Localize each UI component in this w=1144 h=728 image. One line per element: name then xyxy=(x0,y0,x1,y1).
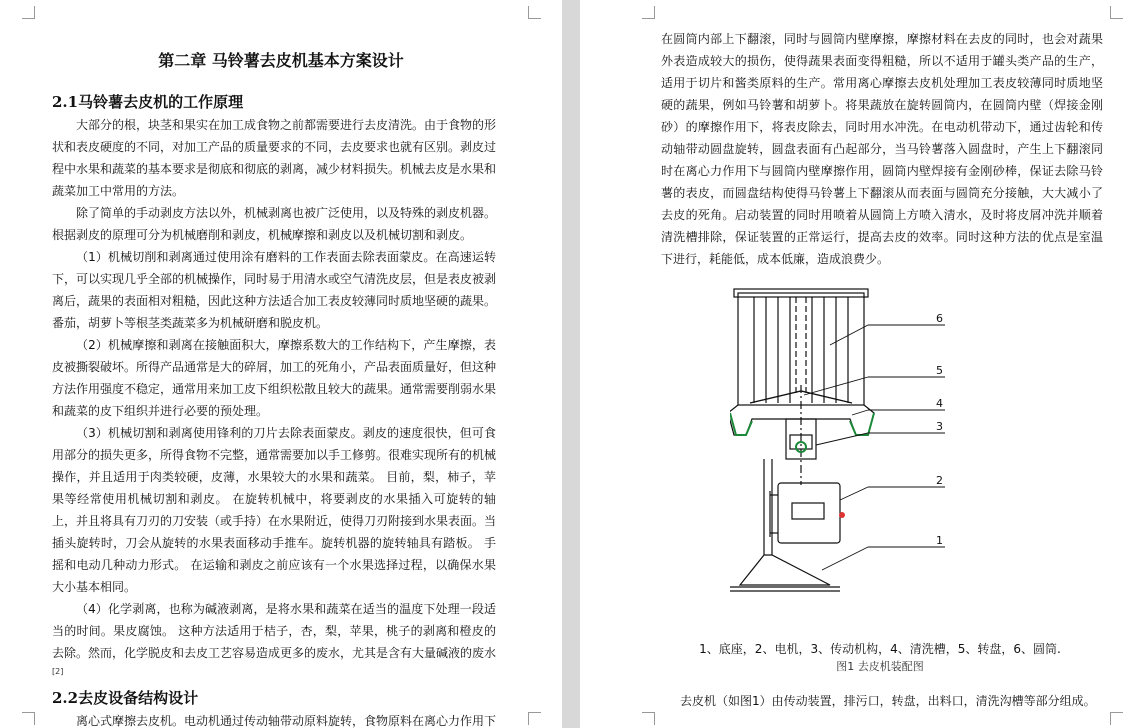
paragraph: 去皮机（如图1）由传动装置，排污口，转盘，出料口，清洗沟槽等部分组成。 xyxy=(680,694,1096,708)
label-5: 5 xyxy=(936,364,943,377)
paragraph: （1）机械切削和剥离通过使用涂有磨料的工作表面去除表面蒙皮。在高速运转下，可以实现几乎全部的机械操作，同时易于用清水或空气清洗皮层，但是表皮被剥离后，蔬果的表面相对粗糙，因此这种方法适合加工表皮较薄同时质地坚硬的蔬果。番茄，胡萝卜等根茎类蔬菜多为机械研磨和脱皮机。 xyxy=(52,250,497,330)
peeler-machine-drawing xyxy=(730,285,1030,610)
crop-mark xyxy=(1110,712,1123,725)
page-gap xyxy=(562,0,580,728)
section-title: 2.2去皮设备结构设计 xyxy=(52,689,199,707)
assembly-drawing xyxy=(730,285,1030,610)
label-3: 3 xyxy=(936,420,943,433)
crop-mark xyxy=(528,712,541,725)
right-body xyxy=(661,28,1103,270)
paragraph: （3）机械切割和剥离使用锋利的刀片去除表面蒙皮。剥皮的速度很快，但可食用部分的损失更多，所得食物不完整，通常需要加以手工修剪。很难实现所有的机械操作，并且适用于肉类较硬，皮薄，水果较大的水果和蔬菜。 目前，梨，柿子，苹果等经常使用机械切割和剥皮。 在旋转机械中，将要剥皮的水果插入可旋转的轴上，并且将具有刀刃的刀安装（或手持）在水果附近，使得刀刃附接到水果表面。当插头旋转时，刀会从旋转的水果表面移动手推车。旋转机器的旋转轴具有踏板。 手摇和电动几种动力形式。 在运输和剥皮之前应该有一个水果选择过程，以确保水果大小基本相同。 xyxy=(52,426,497,594)
section-title: 2.1马铃薯去皮机的工作原理 xyxy=(52,93,244,111)
label-4: 4 xyxy=(936,397,943,410)
crop-mark xyxy=(22,712,35,725)
crop-mark xyxy=(642,712,655,725)
paragraph: 大部分的根，块茎和果实在加工成食物之前都需要进行去皮清洗。由于食物的形状和表皮硬度的不同，对加工产品的质量要求的不同，去皮要求也就有区别。剥皮过程中水果和蔬菜的基本要求是彻底和彻底的剥离，减少材料损失。机械去皮是水果和蔬菜加工中常用的方法。 xyxy=(52,118,497,198)
figure-title: 图1 去皮机装配图 xyxy=(836,660,924,673)
paragraph: （2）机械摩擦和剥离在接触面积大，摩擦系数大的工作结构下，产生摩擦，表皮被撕裂破坏。所得产品通常是大的碎屑，加工的死角小，产品表面质量好，但这种方法作用强度不稳定，通常用来加工皮下组织松散且较大的蔬果。通常需要削弱水果和蔬菜的皮下组织并进行必要的预处理。 xyxy=(52,338,497,418)
label-6: 6 xyxy=(936,312,943,325)
right-page xyxy=(580,0,1144,728)
crop-mark xyxy=(1110,6,1123,19)
figure-legend: 1、底座，2、电机，3、传动机构，4、清洗槽，5、转盘，6、圆筒. xyxy=(699,642,1061,656)
crop-mark xyxy=(642,6,655,19)
label-2: 2 xyxy=(936,474,943,487)
crop-mark xyxy=(528,6,541,19)
motor-outline xyxy=(778,483,840,543)
left-page xyxy=(0,0,562,728)
paragraph: 在圆筒内部上下翻滚，同时与圆筒内壁摩擦，摩擦材料在去皮的同时，也会对蔬果外表造成较大的损伤，使得蔬果表面变得粗糙，所以不适用于罐头类产品的生产，适用于切片和酱类原料的生产。常用离心摩擦去皮机处理加工表皮较薄同时质地坚硬的蔬果，例如马铃薯和胡萝卜。将果蔬放在旋转圆筒内，在圆筒内壁（焊接金刚砂）的摩擦作用下，将表皮除去，同时用水冲洗。在电动机带动下，通过齿轮和传动轴带动圆盘旋转，圆盘表面有凸起部分，当马铃薯落入圆盘时，产生上下翻滚同时在离心力作用下与圆筒内壁摩擦作用，圆筒内壁焊接有金刚砂棒，保证去除马铃薯的表皮，而圆盘结构使得马铃薯上下翻滚从而表面与圆筒充分接触，大大减小了去皮的死角。启动装置的同时用喷着从圆筒上方喷入清水，及时将皮屑冲洗并顺着清洗槽排除，保证装置的正常运行，提高去皮的效率。同时这种方法的优点是室温下进行，耗能低，成本低廉，造成浪费少。 xyxy=(661,32,1103,266)
chapter-title: 第二章 马铃薯去皮机基本方案设计 xyxy=(158,51,404,70)
label-1: 1 xyxy=(936,534,943,547)
paragraph-text: （4）化学剥离，也称为碱液剥离，是将水果和蔬菜在适当的温度下处理一段适当的时间。果皮腐蚀。 这种方法适用于桔子，杏，梨，苹果，桃子的剥离和橙皮的去除。然而，化学脱皮和去皮工艺容易造成更多的废水，尤其是含有大量碱液的废水 xyxy=(52,602,497,660)
indicator-dot xyxy=(839,512,845,518)
paragraph: 除了简单的手动剥皮方法以外，机械剥离也被广泛使用，以及特殊的剥皮机器。根据剥皮的原理可分为机械磨削和剥皮，机械摩擦和剥皮以及机械切割和剥皮。 xyxy=(52,206,497,242)
right-body-bottom xyxy=(680,690,1100,712)
reference-mark: [2] xyxy=(52,667,64,676)
left-body xyxy=(52,90,496,728)
paragraph xyxy=(52,598,496,686)
crop-mark xyxy=(22,6,35,19)
paragraph: 离心式摩擦去皮机。电动机通过传动轴带动原料旋转，食物原料在离心力作用下 xyxy=(76,714,497,728)
